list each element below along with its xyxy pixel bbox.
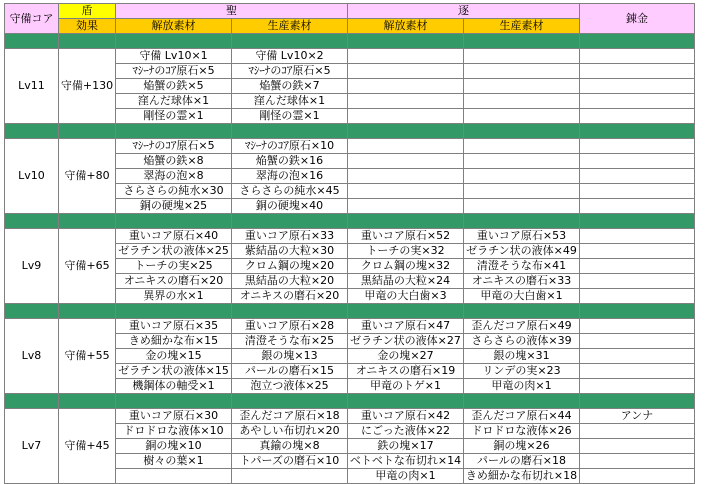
core-level-cell: Lv9 [5,229,59,304]
holy-produce-cell [232,469,348,484]
sui-unlock-cell [348,154,464,169]
separator-cell [232,214,348,229]
holy-produce-cell: 銀の塊×13 [232,349,348,364]
separator-cell [348,34,464,49]
sui-produce-cell: 歪んだコア原石×49 [464,319,580,334]
separator-cell [5,394,59,409]
holy-unlock-cell: きめ細かな布×15 [116,334,232,349]
effect-cell: 守備+80 [59,139,116,214]
separator-cell [348,394,464,409]
separator-cell [464,304,580,319]
gold-cell [580,289,695,304]
holy-unlock-cell: 翠海の泡×8 [116,169,232,184]
separator-cell [348,304,464,319]
holy-produce-cell: 剛怪の霊×1 [232,109,348,124]
sui-produce-cell: オニキスの磨石×33 [464,274,580,289]
gold-cell: アンナ [580,409,695,424]
separator-cell [5,214,59,229]
holy-produce-cell: トパーズの磨石×10 [232,454,348,469]
header-holy-unlock: 解放素材 [116,19,232,34]
holy-unlock-cell: 重いコア原石×30 [116,409,232,424]
separator-cell [232,394,348,409]
sui-unlock-cell [348,139,464,154]
materials-table [4,3,695,484]
sui-produce-cell [464,109,580,124]
holy-unlock-cell: 窪んだ球体×1 [116,94,232,109]
sui-unlock-cell: 重いコア原石×52 [348,229,464,244]
separator-cell [5,124,59,139]
header-holy: 聖 [116,4,348,19]
sui-unlock-cell [348,49,464,64]
separator-cell [348,124,464,139]
gold-cell [580,64,695,79]
separator-cell [116,214,232,229]
table-row [5,319,695,334]
effect-cell: 守備+45 [59,409,116,484]
core-level-cell: Lv7 [5,409,59,484]
gold-cell [580,79,695,94]
holy-produce-cell: 黒結晶の大粒×20 [232,274,348,289]
table-row [5,49,695,64]
sui-produce-cell: 甲竜の大白歯×1 [464,289,580,304]
separator-cell [232,34,348,49]
holy-unlock-cell: 異界の水×1 [116,289,232,304]
table-row [5,409,695,424]
separator-cell [116,394,232,409]
holy-unlock-cell: 焔蟹の鉄×5 [116,79,232,94]
sui-produce-cell: パールの磨石×18 [464,454,580,469]
sui-unlock-cell [348,199,464,214]
header-gold: 錬金 [580,4,695,34]
group-separator [5,304,695,319]
gold-cell [580,424,695,439]
sui-unlock-cell [348,184,464,199]
sui-unlock-cell [348,169,464,184]
header-holy-produce: 生産素材 [232,19,348,34]
separator-cell [59,124,116,139]
holy-produce-cell: 焔蟹の鉄×7 [232,79,348,94]
sui-unlock-cell: 甲竜の大白歯×3 [348,289,464,304]
sui-produce-cell: 重いコア原石×53 [464,229,580,244]
sui-unlock-cell: ゼラチン状の液体×27 [348,334,464,349]
header-sui-unlock: 解放素材 [348,19,464,34]
sui-unlock-cell: クロム鋼の塊×32 [348,259,464,274]
sui-unlock-cell: ベトベトな布切れ×14 [348,454,464,469]
sui-unlock-cell: 重いコア原石×42 [348,409,464,424]
separator-cell [464,34,580,49]
separator-cell [580,124,695,139]
header-shield: 盾 [59,4,116,19]
gold-cell [580,469,695,484]
effect-cell: 守備+55 [59,319,116,394]
holy-produce-cell: パールの磨石×15 [232,364,348,379]
holy-produce-cell: 窪んだ球体×1 [232,94,348,109]
holy-unlock-cell: 銅の硬塊×25 [116,199,232,214]
separator-cell [116,124,232,139]
sui-produce-cell [464,199,580,214]
holy-unlock-cell: 機鋼体の軸受×1 [116,379,232,394]
separator-cell [5,34,59,49]
sui-unlock-cell: 甲竜の肉×1 [348,469,464,484]
sui-unlock-cell: 重いコア原石×47 [348,319,464,334]
holy-produce-cell: 焔蟹の鉄×16 [232,154,348,169]
sui-produce-cell [464,154,580,169]
holy-unlock-cell: ゼラチン状の液体×15 [116,364,232,379]
holy-produce-cell: 翠海の泡×16 [232,169,348,184]
sui-produce-cell [464,169,580,184]
holy-unlock-cell: 守備 Lv10×1 [116,49,232,64]
sui-produce-cell: 銀の塊×31 [464,349,580,364]
separator-cell [116,304,232,319]
sui-produce-cell: リンデの実×23 [464,364,580,379]
holy-produce-cell: 重いコア原石×28 [232,319,348,334]
sui-unlock-cell: 金の塊×27 [348,349,464,364]
separator-cell [580,34,695,49]
gold-cell [580,184,695,199]
gold-cell [580,334,695,349]
separator-cell [116,34,232,49]
holy-produce-cell: ﾏｼｰﾅのｺｱ原石×10 [232,139,348,154]
holy-unlock-cell: ﾏｼｰﾅのｺｱ原石×5 [116,64,232,79]
gold-cell [580,244,695,259]
holy-produce-cell: 清澄そうな布×25 [232,334,348,349]
separator-cell [464,124,580,139]
sui-produce-cell: 清澄そうな布×41 [464,259,580,274]
separator-cell [232,124,348,139]
holy-unlock-cell: 銅の塊×10 [116,439,232,454]
core-level-cell: Lv10 [5,139,59,214]
sui-produce-cell: 銅の塊×26 [464,439,580,454]
header-effect: 効果 [59,19,116,34]
sui-produce-cell [464,139,580,154]
sui-unlock-cell: 甲竜のトゲ×1 [348,379,464,394]
sui-produce-cell [464,49,580,64]
separator-cell [59,34,116,49]
holy-unlock-cell: さらさらの純水×30 [116,184,232,199]
sui-unlock-cell [348,64,464,79]
gold-cell [580,364,695,379]
group-separator [5,214,695,229]
holy-produce-cell: 守備 Lv10×2 [232,49,348,64]
holy-produce-cell: 歪んだコア原石×18 [232,409,348,424]
separator-cell [232,304,348,319]
holy-unlock-cell: ドロドロな液体×10 [116,424,232,439]
gold-cell [580,169,695,184]
effect-cell: 守備+65 [59,229,116,304]
sui-produce-cell: ゼラチン状の液体×49 [464,244,580,259]
separator-cell [5,304,59,319]
group-separator [5,394,695,409]
holy-produce-cell: 真鍮の塊×8 [232,439,348,454]
sui-unlock-cell [348,94,464,109]
separator-cell [348,214,464,229]
holy-unlock-cell: オニキスの磨石×20 [116,274,232,289]
table-row [5,139,695,154]
sui-produce-cell: 歪んだコア原石×44 [464,409,580,424]
separator-cell [580,304,695,319]
holy-unlock-cell: 重いコア原石×35 [116,319,232,334]
holy-unlock-cell: ﾏｼｰﾅのｺｱ原石×5 [116,139,232,154]
separator-cell [580,214,695,229]
gold-cell [580,439,695,454]
sui-unlock-cell: にごった液体×22 [348,424,464,439]
sui-produce-cell [464,184,580,199]
holy-unlock-cell: 剛怪の霊×1 [116,109,232,124]
gold-cell [580,454,695,469]
gold-cell [580,199,695,214]
header-sui: 逐 [348,4,580,19]
holy-produce-cell: あやしい布切れ×20 [232,424,348,439]
sui-produce-cell [464,79,580,94]
gold-cell [580,349,695,364]
holy-unlock-cell: 樹々の葉×1 [116,454,232,469]
holy-unlock-cell: ゼラチン状の液体×25 [116,244,232,259]
core-level-cell: Lv11 [5,49,59,124]
sui-produce-cell: さらさらの液体×39 [464,334,580,349]
separator-cell [59,394,116,409]
holy-produce-cell: さらさらの純水×45 [232,184,348,199]
group-separator [5,124,695,139]
core-level-cell: Lv8 [5,319,59,394]
gold-cell [580,259,695,274]
sui-unlock-cell: 黒結晶の大粒×24 [348,274,464,289]
gold-cell [580,319,695,334]
gold-cell [580,49,695,64]
holy-produce-cell: ﾏｼｰﾅのｺｱ原石×5 [232,64,348,79]
holy-unlock-cell: 焔蟹の鉄×8 [116,154,232,169]
header-sui-produce: 生産素材 [464,19,580,34]
holy-unlock-cell [116,469,232,484]
gold-cell [580,229,695,244]
sui-produce-cell [464,64,580,79]
gold-cell [580,109,695,124]
separator-cell [464,214,580,229]
holy-unlock-cell: 金の塊×15 [116,349,232,364]
sui-unlock-cell [348,79,464,94]
gold-cell [580,139,695,154]
sui-unlock-cell: トーチの実×32 [348,244,464,259]
gold-cell [580,94,695,109]
sui-produce-cell: きめ細かな布切れ×18 [464,469,580,484]
holy-produce-cell: クロム鋼の塊×20 [232,259,348,274]
header-row-1 [5,4,695,19]
sui-unlock-cell: オニキスの磨石×19 [348,364,464,379]
holy-unlock-cell: 重いコア原石×40 [116,229,232,244]
header-core: 守備コア [5,4,59,34]
group-separator [5,34,695,49]
separator-cell [59,214,116,229]
sui-produce-cell [464,94,580,109]
holy-produce-cell: 泡立つ液体×25 [232,379,348,394]
gold-cell [580,274,695,289]
separator-cell [580,394,695,409]
gold-cell [580,154,695,169]
holy-unlock-cell: トーチの実×25 [116,259,232,274]
effect-cell: 守備+130 [59,49,116,124]
sui-unlock-cell: 鉄の塊×17 [348,439,464,454]
gold-cell [580,379,695,394]
holy-produce-cell: 重いコア原石×33 [232,229,348,244]
separator-cell [59,304,116,319]
holy-produce-cell: オニキスの磨石×20 [232,289,348,304]
sui-produce-cell: ドロドロな液体×26 [464,424,580,439]
table-row [5,229,695,244]
holy-produce-cell: 銅の硬塊×40 [232,199,348,214]
holy-produce-cell: 紫結晶の大粒×30 [232,244,348,259]
sui-produce-cell: 甲竜の肉×1 [464,379,580,394]
sui-unlock-cell [348,109,464,124]
separator-cell [464,394,580,409]
